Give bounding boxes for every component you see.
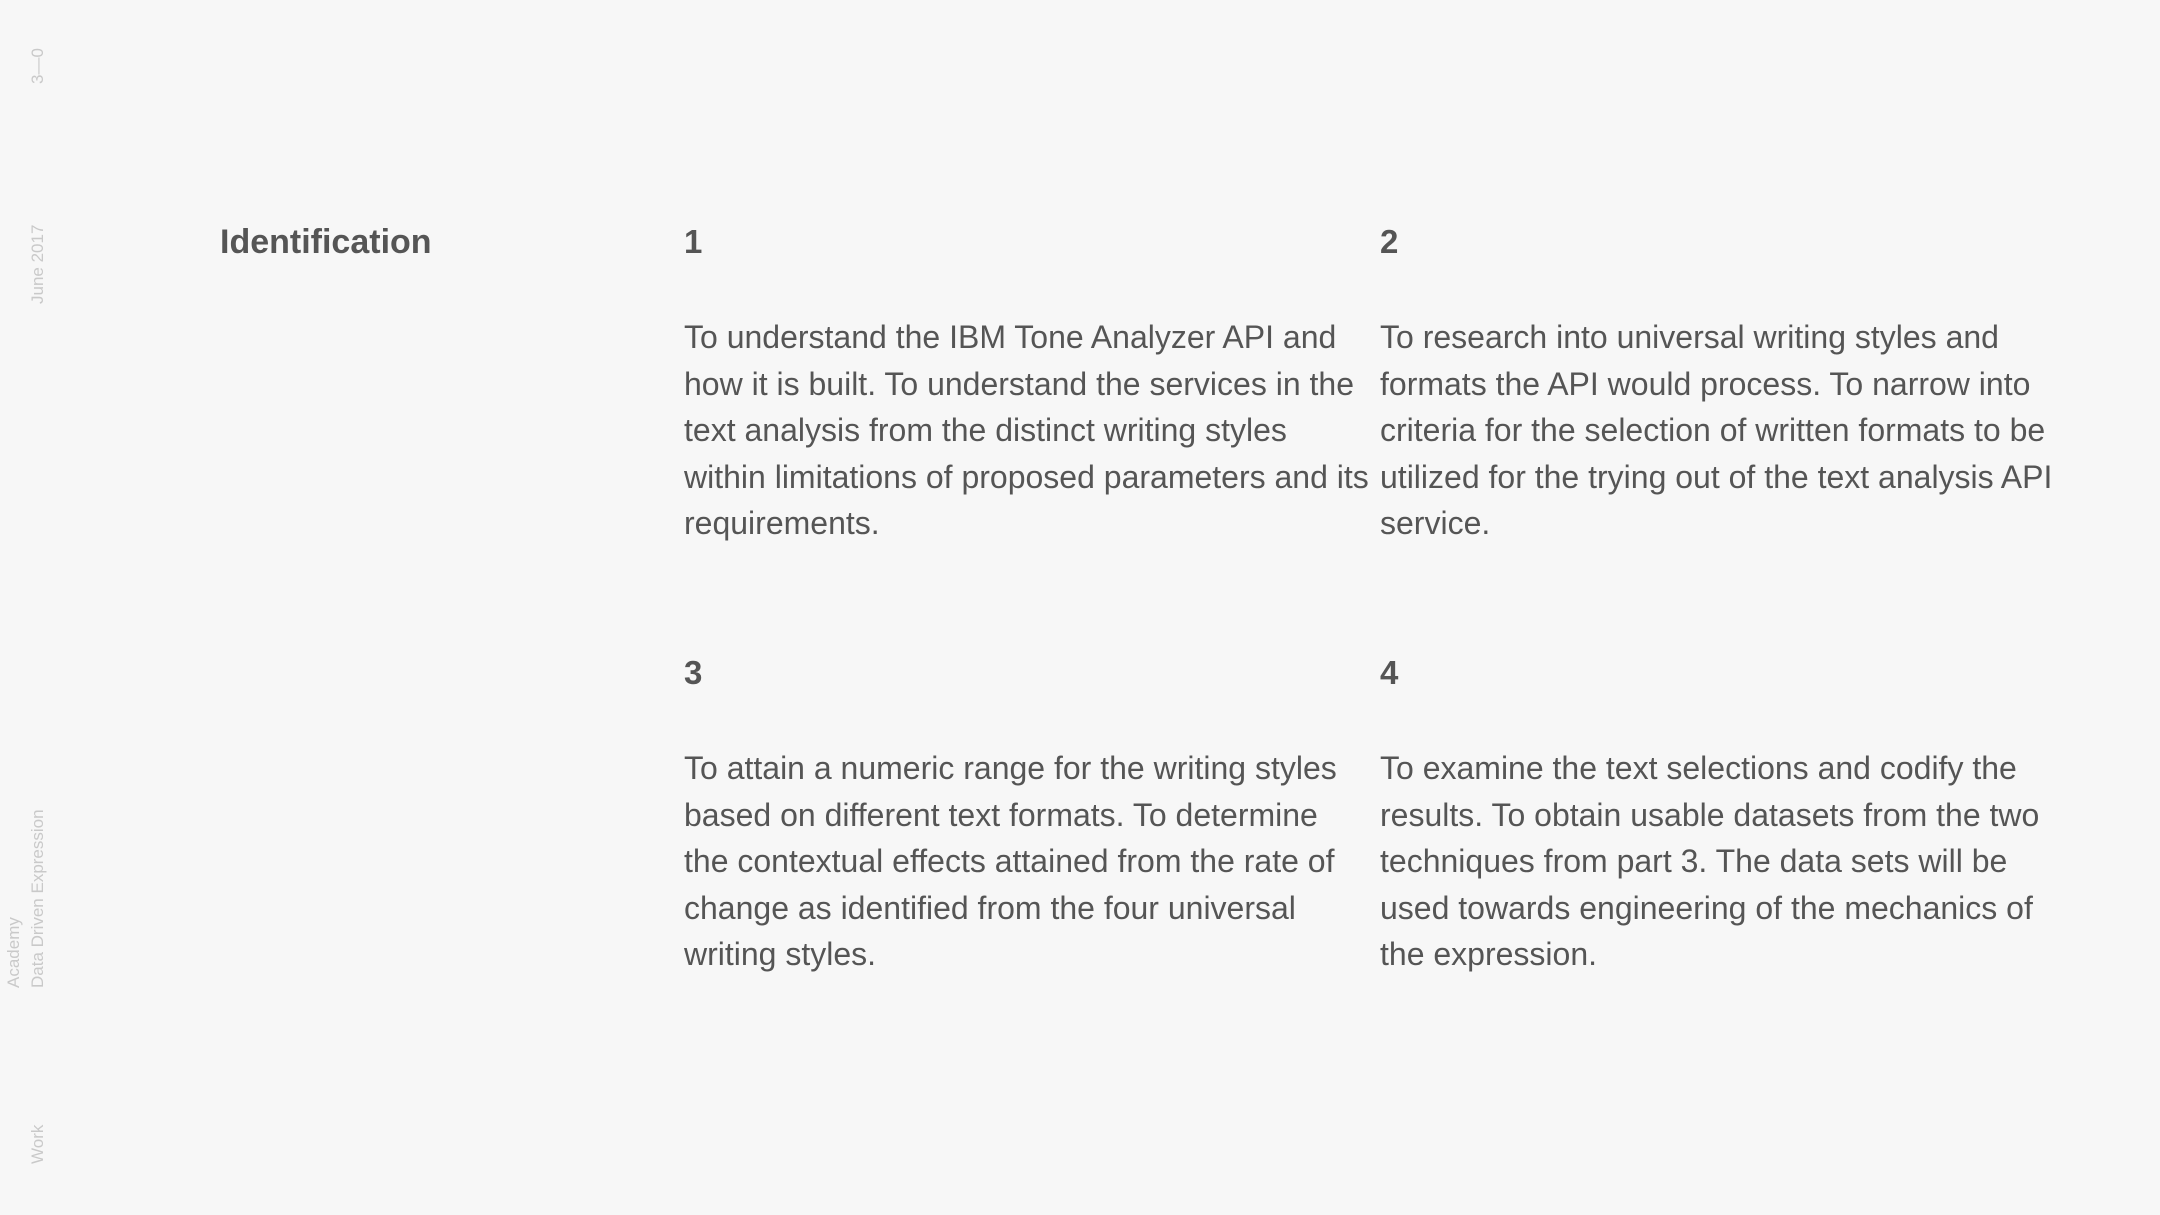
project-label <box>2 809 50 988</box>
project-category-label: Academy <box>4 917 23 988</box>
objective-text: To attain a numeric range for the writing styles based on different text formats. To determine the contextual effects attained from the rate of change as identified from the four universal writing styles. <box>684 750 1337 972</box>
objective-item <box>1380 220 2066 547</box>
project-title-label: Data Driven Expression <box>28 809 47 988</box>
objective-item <box>684 220 1370 547</box>
objective-item <box>684 651 1370 978</box>
objective-number: 2 <box>1380 223 1399 260</box>
objective-number: 1 <box>684 223 703 260</box>
objective-text: To understand the IBM Tone Analyzer API and how it is built. To understand the services in the text analysis from the distinct writing styles within limitations of proposed parameters and its requirements. <box>684 319 1369 541</box>
section-label: Work <box>28 1124 47 1164</box>
objective-item <box>1380 651 2066 978</box>
objective-number: 3 <box>684 654 703 691</box>
objective-number: 4 <box>1380 654 1399 691</box>
objective-text: To examine the text selections and codify the results. To obtain usable datasets from the two techniques from part 3. The data sets will be used towards engineering of the mechanics of the expression. <box>1380 750 2040 972</box>
date-label: June 2017 <box>28 224 47 304</box>
page-number-label: 3—0 <box>28 48 47 84</box>
objective-text: To research into universal writing styles and formats the API would process. To narrow into criteria for the selection of written formats to be utilized for the trying out of the text analysis API service. <box>1380 319 2053 541</box>
section-title: Identification <box>220 223 432 261</box>
